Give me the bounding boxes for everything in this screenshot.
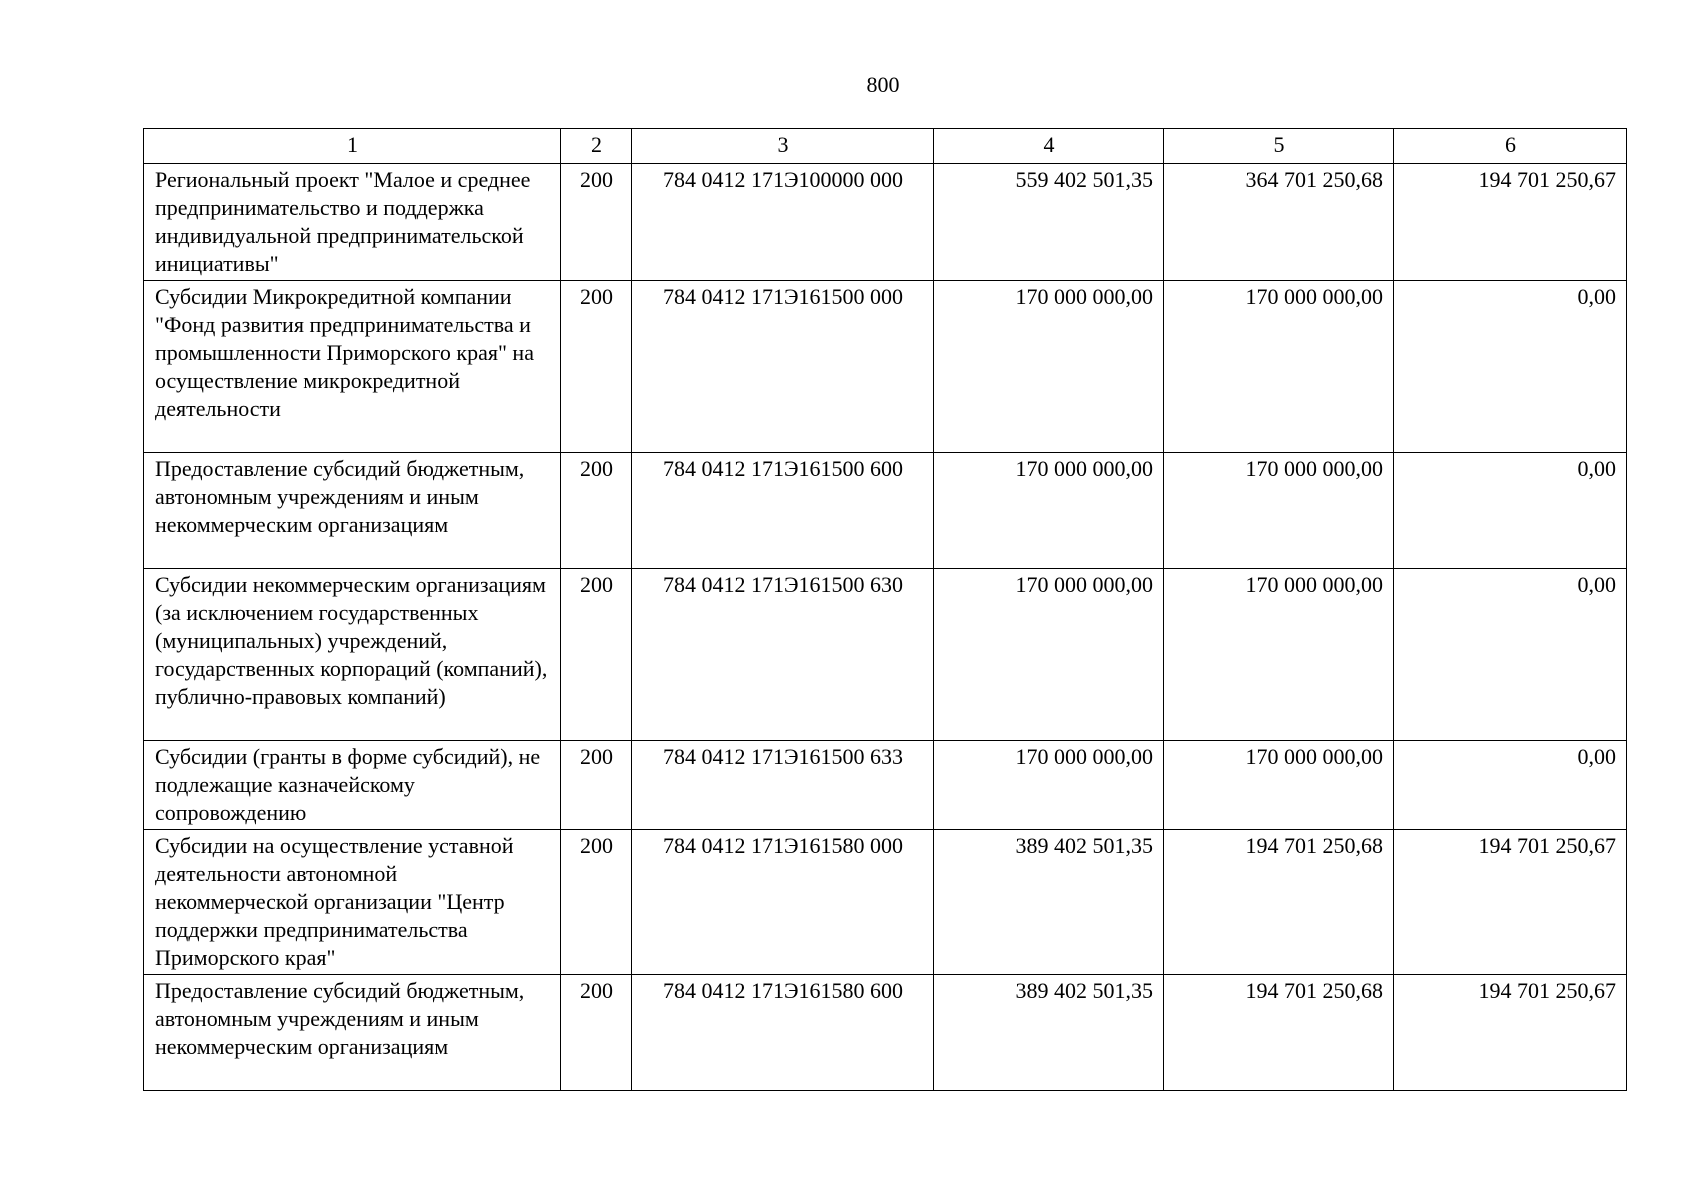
row-indicator: 200 (561, 975, 632, 1091)
row-amount-6: 0,00 (1394, 569, 1627, 741)
row-code: 784 0412 171Э161580 000 (632, 830, 934, 975)
table-row (144, 741, 1627, 830)
row-amount-4: 559 402 501,35 (934, 164, 1164, 281)
row-code: 784 0412 171Э161500 630 (632, 569, 934, 741)
row-indicator: 200 (561, 569, 632, 741)
row-amount-4: 170 000 000,00 (934, 741, 1164, 830)
column-header-2: 2 (561, 129, 632, 164)
table-row (144, 164, 1627, 281)
table-row (144, 281, 1627, 453)
column-header-4: 4 (934, 129, 1164, 164)
table-row (144, 569, 1627, 741)
row-name: Субсидии (гранты в форме субсидий), не подлежащие казначейскому сопровождению (144, 741, 561, 830)
row-indicator: 200 (561, 281, 632, 453)
row-amount-4: 389 402 501,35 (934, 830, 1164, 975)
row-amount-6: 0,00 (1394, 741, 1627, 830)
row-indicator: 200 (561, 164, 632, 281)
table-body (144, 164, 1627, 1091)
row-amount-5: 170 000 000,00 (1164, 281, 1394, 453)
row-indicator: 200 (561, 741, 632, 830)
row-amount-4: 170 000 000,00 (934, 453, 1164, 569)
row-amount-6: 0,00 (1394, 281, 1627, 453)
row-amount-6: 194 701 250,67 (1394, 975, 1627, 1091)
table-row (144, 975, 1627, 1091)
row-code: 784 0412 171Э100000 000 (632, 164, 934, 281)
row-name: Предоставление субсидий бюджетным, автономным учреждениям и иным некоммерческим организациям (144, 453, 561, 569)
row-name: Предоставление субсидий бюджетным, автономным учреждениям и иным некоммерческим организациям (144, 975, 561, 1091)
table-row (144, 830, 1627, 975)
row-code: 784 0412 171Э161500 000 (632, 281, 934, 453)
row-name: Региональный проект "Малое и среднее предпринимательство и поддержка индивидуальной предпринимательской инициативы" (144, 164, 561, 281)
row-name: Субсидии некоммерческим организациям (за исключением государственных (муниципальных) учреждений, государственных корпораций (компаний), публично-правовых компаний) (144, 569, 561, 741)
row-name: Субсидии на осуществление уставной деятельности автономной некоммерческой организации "Центр поддержки предпринимательства Приморского края" (144, 830, 561, 975)
row-amount-6: 0,00 (1394, 453, 1627, 569)
row-amount-4: 389 402 501,35 (934, 975, 1164, 1091)
row-amount-5: 364 701 250,68 (1164, 164, 1394, 281)
column-header-5: 5 (1164, 129, 1394, 164)
column-header-1: 1 (144, 129, 561, 164)
table-header (144, 129, 1627, 164)
header-row (144, 129, 1627, 164)
row-indicator: 200 (561, 830, 632, 975)
row-indicator: 200 (561, 453, 632, 569)
row-name: Субсидии Микрокредитной компании "Фонд развития предпринимательства и промышленности Приморского края" на осуществление микрокредитной деятельности (144, 281, 561, 453)
row-amount-5: 170 000 000,00 (1164, 569, 1394, 741)
row-amount-5: 170 000 000,00 (1164, 453, 1394, 569)
row-amount-6: 194 701 250,67 (1394, 830, 1627, 975)
row-amount-5: 194 701 250,68 (1164, 975, 1394, 1091)
row-code: 784 0412 171Э161500 600 (632, 453, 934, 569)
row-code: 784 0412 171Э161500 633 (632, 741, 934, 830)
column-header-6: 6 (1394, 129, 1627, 164)
row-amount-4: 170 000 000,00 (934, 569, 1164, 741)
row-amount-4: 170 000 000,00 (934, 281, 1164, 453)
row-amount-6: 194 701 250,67 (1394, 164, 1627, 281)
row-amount-5: 194 701 250,68 (1164, 830, 1394, 975)
row-amount-5: 170 000 000,00 (1164, 741, 1394, 830)
page-number: 800 (866, 72, 900, 97)
budget-table (143, 128, 1627, 1091)
column-header-3: 3 (632, 129, 934, 164)
table-row (144, 453, 1627, 569)
row-code: 784 0412 171Э161580 600 (632, 975, 934, 1091)
